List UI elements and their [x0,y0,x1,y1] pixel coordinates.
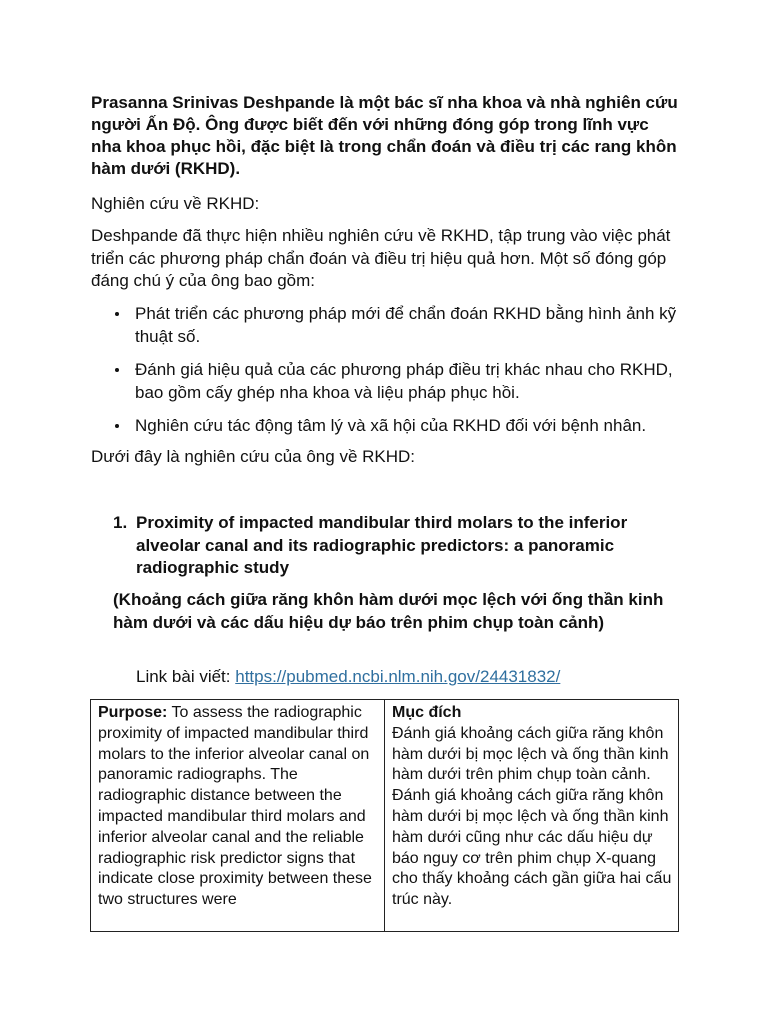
bullet-icon [115,368,119,372]
list-item [91,359,691,404]
study-title-vietnamese: (Khoảng cách giữa răng khôn hàm dưới mọc lệch với ống thần kinh hàm dưới và các dấu hiệu dự báo trên phim chụp toàn cảnh) [113,590,664,632]
research-heading: Nghiên cứu về RKHD: [91,194,260,213]
purpose-text: To assess the radiographic proximity of impacted mandibular third molars to the inferior alveolar canal on panoramic radiographs. The radiographic distance between the impacted mandibular third molars and inferior alveolar canal and the reliable radiographic risk predictor signs that indicate close proximity between these two structures were [98,704,372,909]
article-link-row [136,666,560,688]
link-label: Link bài viết: [136,667,236,686]
contribution-list [91,303,691,449]
list-item-text: Nghiên cứu tác động tâm lý và xã hội của RKHD đối với bệnh nhân. [135,416,647,435]
purpose-cell-en [91,700,385,932]
list-item [91,303,691,348]
list-item-text: Đánh giá hiệu quả của các phương pháp điều trị khác nhau cho RKHD, bao gồm cấy ghép nha khoa và liệu pháp phục hồi. [135,360,673,402]
study-title: Proximity of impacted mandibular third molars to the inferior alveolar canal and its radiographic predictors: a panoramic radiographic study [136,513,628,577]
table-row [91,700,679,932]
list-item-text: Phát triển các phương pháp mới để chẩn đoán RKHD bằng hình ảnh kỹ thuật số. [135,304,677,346]
summary-table [90,699,679,932]
article-link[interactable]: https://pubmed.ncbi.nlm.nih.gov/24431832/ [235,667,561,686]
purpose-label: Purpose: [98,704,168,721]
purpose-label-vi: Mục đích [392,704,462,721]
intro-paragraph: Prasanna Srinivas Deshpande là một bác sĩ nha khoa và nhà nghiên cứu người Ấn Độ. Ông được biết đến với những đóng góp trong lĩnh vực nha khoa phục hồi, đặc biệt là trong chẩn đoán và điều trị các rang khôn hàm dưới (RKHD). [91,93,678,178]
research-paragraph: Deshpande đã thực hiện nhiều nghiên cứu về RKHD, tập trung vào việc phát triển các phương pháp chẩn đoán và điều trị hiệu quả hơn. Một số đóng góp đáng chú ý của ông bao gồm: [91,226,671,290]
studies-intro: Dưới đây là nghiên cứu của ông về RKHD: [91,447,416,466]
bullet-icon [115,312,119,316]
study-number: 1. [113,513,128,532]
purpose-text-vi: Đánh giá khoảng cách giữa răng khôn hàm dưới bị mọc lệch và ống thần kinh hàm dưới trên phim chụp toàn cảnh. Đánh giá khoảng cách giữa răng khôn hàm dưới bị mọc lệch và ống thần kinh hàm dưới cũng như các dấu hiệu dự báo nguy cơ trên phim chụp X-quang cho thấy khoảng cách gần giữa hai cấu trúc này. [392,724,672,909]
bullet-icon [115,424,119,428]
purpose-cell-vi [385,700,679,932]
list-item [91,415,691,438]
